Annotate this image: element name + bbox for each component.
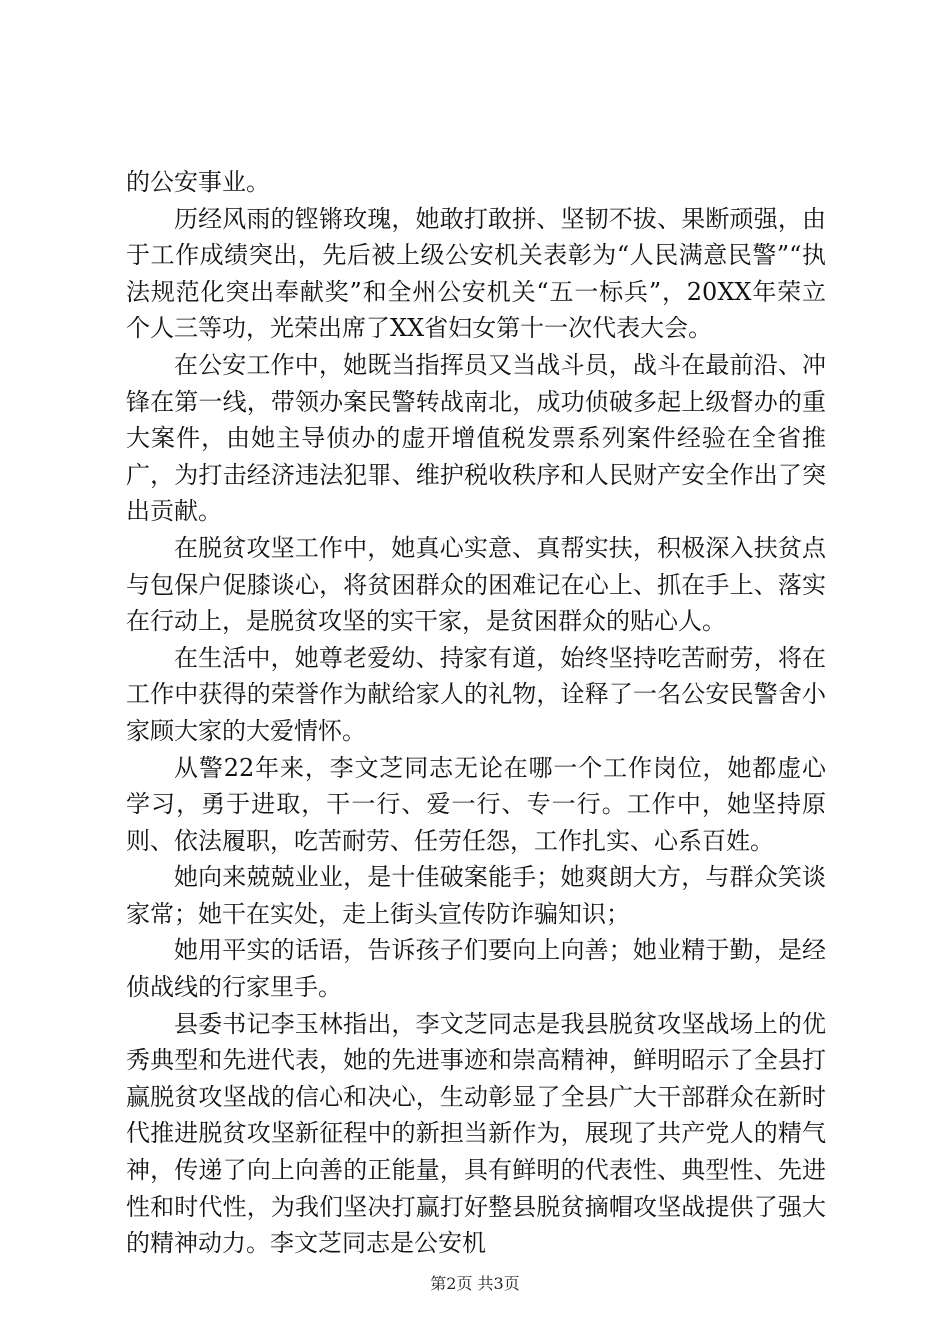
document-body [126, 164, 826, 1262]
paragraph-honors: 历经风雨的铿锵玫瑰，她敢打敢拼、坚韧不拔、果断顽强，由于工作成绩突出，先后被上级公安机关表彰为“人民满意民警”“执法规范化突出奉献奖”和全州公安机关“五一标兵”，20XX年荣立个人三等功，光荣出席了XX省妇女第十一次代表大会。 [126, 204, 826, 343]
paragraph-diligence: 她向来兢兢业业，是十佳破案能手；她爽朗大方，与群众笑谈家常；她干在实处，走上街头宣传防诈骗知识； [126, 863, 826, 928]
page-number-footer: 第2页 共3页 [430, 1274, 520, 1293]
paragraph-county-secretary: 县委书记李玉林指出，李文芝同志是我县脱贫攻坚战场上的优秀典型和先进代表，她的先进事迹和崇高精神，鲜明昭示了全县打赢脱贫攻坚战的信心和决心，生动彰显了全县广大干部群众在新时代推进脱贫攻坚新征程中的新担当新作为，展现了共产党人的精气神，传递了向上向善的正能量，具有鲜明的代表性、典型性、先进性和时代性，为我们坚决打赢打好整县脱贫摘帽攻坚战提供了强大的精神动力。李文芝同志是公安机 [126, 1009, 826, 1258]
paragraph-continuation: 的公安事业。 [126, 168, 270, 196]
paragraph-guidance: 她用平实的话语，告诉孩子们要向上向善；她业精于勤，是经侦战线的行家里手。 [126, 936, 826, 1002]
paragraph-poverty-alleviation: 在脱贫攻坚工作中，她真心实意、真帮实扶，积极深入扶贫点与包保户促膝谈心，将贫困群众的困难记在心上、抓在手上、落实在行动上，是脱贫攻坚的实干家，是贫困群众的贴心人。 [126, 533, 826, 636]
paragraph-22-years-service: 从警22年来，李文芝同志无论在哪一个工作岗位，她都虚心学习，勇于进取，干一行、爱一行、专一行。工作中，她坚持原则、依法履职，吃苦耐劳、任劳任怨，工作扎实、心系百姓。 [126, 753, 826, 855]
paragraph-police-work: 在公安工作中，她既当指挥员又当战斗员，战斗在最前沿、冲锋在第一线，带领办案民警转战南北，成功侦破多起上级督办的重大案件，由她主导侦办的虚开增值税发票系列案件经验在全省推广，为打击经济违法犯罪、维护税收秩序和人民财产安全作出了突出贡献。 [126, 350, 826, 526]
paragraph-family-life: 在生活中，她尊老爱幼、持家有道，始终坚持吃苦耐劳，将在工作中获得的荣誉作为献给家人的礼物，诠释了一名公安民警舍小家顾大家的大爱情怀。 [126, 643, 826, 745]
